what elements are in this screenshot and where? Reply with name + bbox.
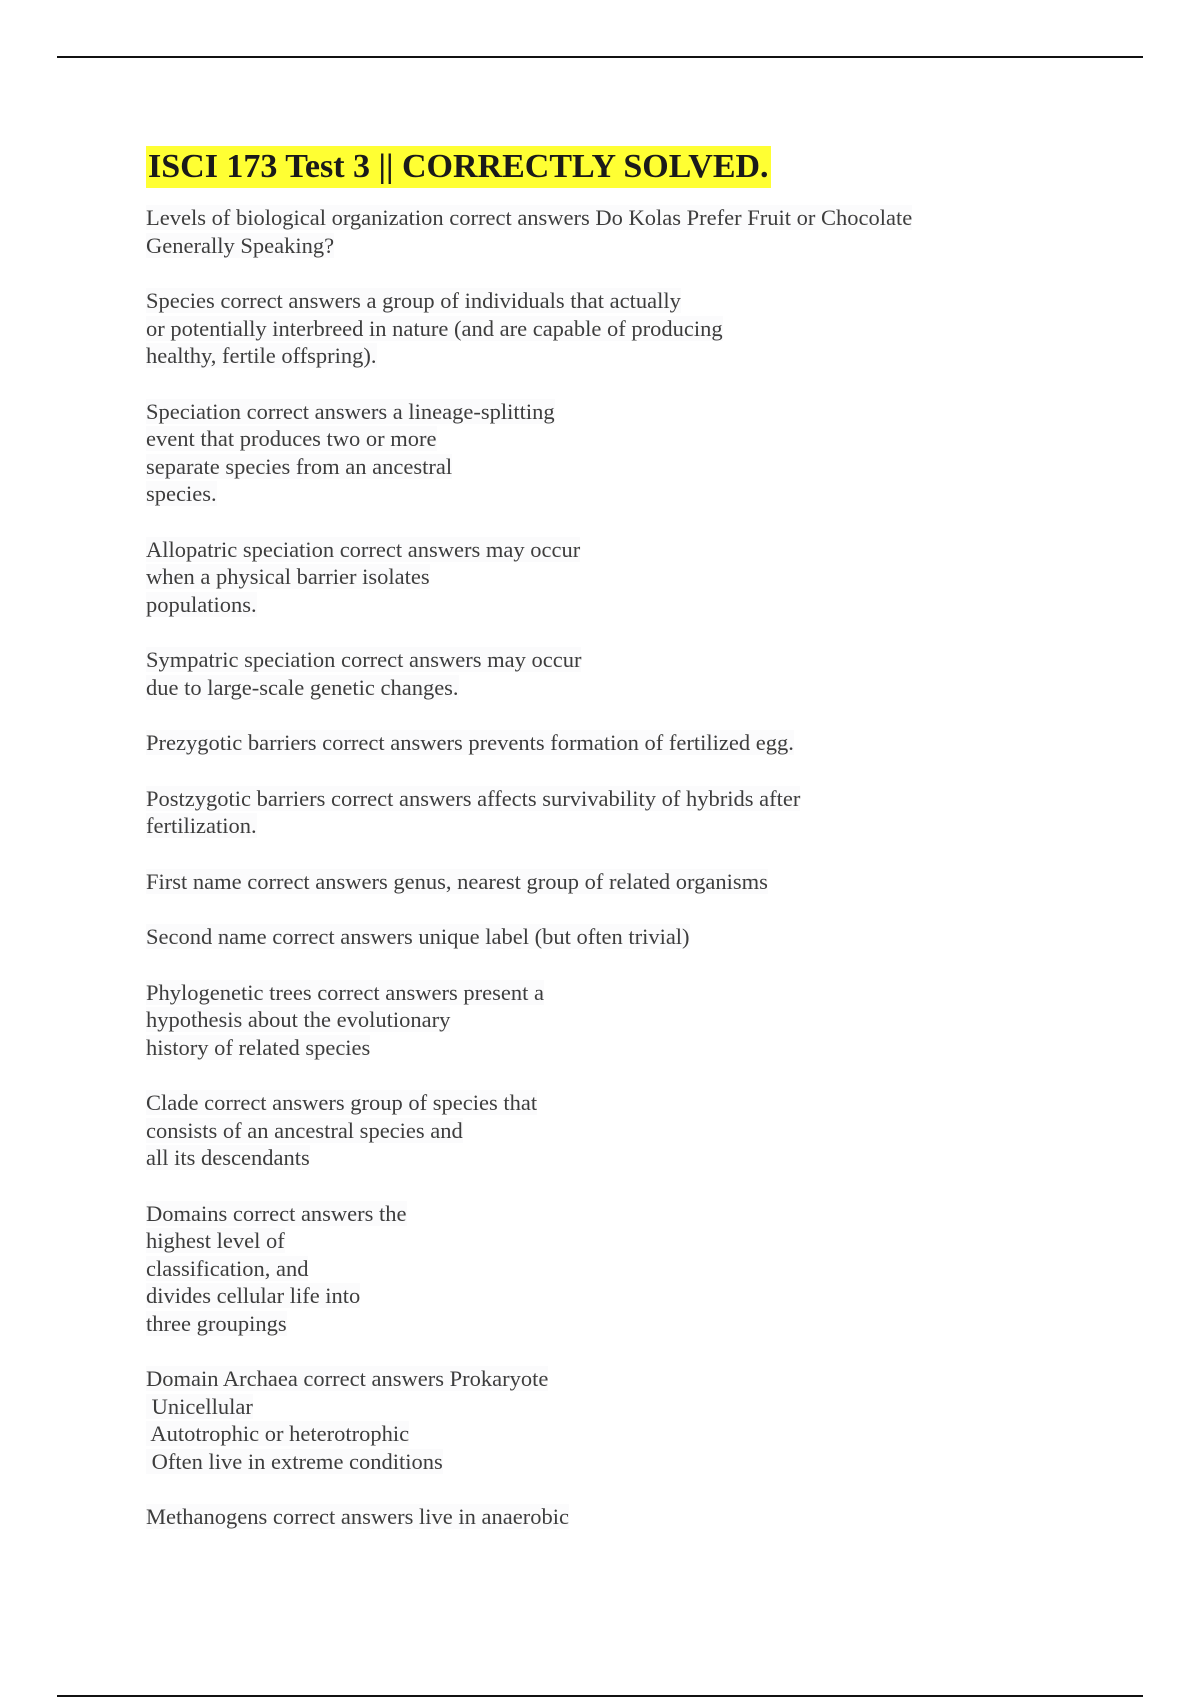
flashcard-entry bbox=[146, 1365, 1046, 1475]
entry-line-text: Autotrophic or heterotrophic bbox=[146, 1421, 410, 1446]
entry-line-text: due to large-scale genetic changes. bbox=[146, 674, 459, 700]
entry-line bbox=[146, 1227, 1046, 1255]
entry-line bbox=[146, 480, 1046, 508]
entry-line-text: Levels of biological organization correct answers Do Kolas Prefer Fruit or Chocolate bbox=[146, 205, 913, 230]
flashcard-entry bbox=[146, 868, 1046, 896]
footer-rule bbox=[57, 1695, 1143, 1697]
entry-line-text: Domains correct answers the bbox=[146, 1200, 407, 1226]
entry-line-text: First name correct answers genus, nearest group of related organisms bbox=[146, 868, 768, 894]
entry-line-text: Postzygotic barriers correct answers affects survivability of hybrids after bbox=[146, 785, 801, 811]
entry-line-text: Allopatric speciation correct answers may occur bbox=[146, 536, 581, 562]
entry-line-text: Phylogenetic trees correct answers present a bbox=[146, 979, 544, 1005]
entry-line-text: separate species from an ancestral bbox=[146, 453, 453, 479]
entry-line-text: Prezygotic barriers correct answers prevents formation of fertilized egg. bbox=[146, 730, 794, 755]
entry-line bbox=[146, 1034, 1046, 1062]
entry-line bbox=[146, 342, 1046, 370]
flashcard-entry bbox=[146, 979, 1046, 1062]
entry-line bbox=[146, 425, 1046, 453]
entry-line bbox=[146, 1503, 1046, 1531]
entry-line bbox=[146, 315, 1046, 343]
entry-line-text: when a physical barrier isolates bbox=[146, 564, 430, 589]
entry-line bbox=[146, 1310, 1046, 1338]
entry-line bbox=[146, 1089, 1046, 1117]
flashcard-entry bbox=[146, 729, 1046, 757]
entry-line-text: hypothesis about the evolutionary bbox=[146, 1007, 451, 1032]
entry-line bbox=[146, 1448, 1046, 1476]
entry-line-text: three groupings bbox=[146, 1310, 287, 1336]
entry-line bbox=[146, 1144, 1046, 1172]
entry-line-text: fertilization. bbox=[146, 813, 257, 838]
entry-line bbox=[146, 1255, 1046, 1283]
entry-line bbox=[146, 398, 1046, 426]
entry-line bbox=[146, 674, 1046, 702]
flashcard-entry bbox=[146, 204, 1046, 259]
entry-line bbox=[146, 1420, 1046, 1448]
entry-line bbox=[146, 979, 1046, 1007]
flashcard-entry bbox=[146, 646, 1046, 701]
flashcard-entry bbox=[146, 536, 1046, 619]
entry-line-text: classification, and bbox=[146, 1255, 309, 1281]
entry-line-text: Methanogens correct answers live in anaerobic bbox=[146, 1504, 569, 1529]
entry-line-text: Often live in extreme conditions bbox=[146, 1448, 443, 1474]
entry-line-text: history of related species bbox=[146, 1034, 371, 1060]
entry-line bbox=[146, 287, 1046, 315]
entry-line bbox=[146, 785, 1046, 813]
entry-line bbox=[146, 563, 1046, 591]
entry-line-text: Unicellular bbox=[146, 1393, 253, 1419]
entry-line-text: Second name correct answers unique label (but often trivial) bbox=[146, 924, 690, 949]
entry-line-text: divides cellular life into bbox=[146, 1283, 361, 1308]
entry-line bbox=[146, 1006, 1046, 1034]
entry-line-text: populations. bbox=[146, 591, 257, 617]
flashcard-entry bbox=[146, 1200, 1046, 1338]
entry-line bbox=[146, 1200, 1046, 1228]
entry-line-text: consists of an ancestral species and bbox=[146, 1117, 463, 1143]
entry-line-text: species. bbox=[146, 481, 217, 506]
entry-line-text: Species correct answers a group of individuals that actually bbox=[146, 288, 681, 313]
entry-line bbox=[146, 812, 1046, 840]
document-title: ISCI 173 Test 3 || CORRECTLY SOLVED. bbox=[146, 146, 771, 188]
entry-line-text: all its descendants bbox=[146, 1145, 310, 1170]
flashcard-entry bbox=[146, 1089, 1046, 1172]
entry-line-text: Domain Archaea correct answers Prokaryote bbox=[146, 1366, 549, 1391]
flashcard-entry bbox=[146, 1503, 1046, 1531]
entry-line-text: highest level of bbox=[146, 1228, 285, 1253]
entry-line bbox=[146, 536, 1046, 564]
entry-line-text: Generally Speaking? bbox=[146, 232, 335, 258]
entry-line bbox=[146, 729, 1046, 757]
entry-line-text: event that produces two or more bbox=[146, 426, 437, 451]
entry-line-text: Sympatric speciation correct answers may occur bbox=[146, 647, 582, 672]
entry-line bbox=[146, 868, 1046, 896]
entry-line bbox=[146, 646, 1046, 674]
entry-line bbox=[146, 453, 1046, 481]
entry-line bbox=[146, 1393, 1046, 1421]
header-rule bbox=[57, 56, 1143, 58]
flashcard-entry bbox=[146, 287, 1046, 370]
flashcard-list bbox=[146, 204, 1046, 1531]
entry-line bbox=[146, 1365, 1046, 1393]
entry-line bbox=[146, 1117, 1046, 1145]
entry-line bbox=[146, 1282, 1046, 1310]
entry-line bbox=[146, 591, 1046, 619]
entry-line-text: Speciation correct answers a lineage-splitting bbox=[146, 398, 555, 424]
entry-line bbox=[146, 204, 1046, 232]
entry-line-text: healthy, fertile offspring). bbox=[146, 343, 377, 368]
entry-line bbox=[146, 923, 1046, 951]
flashcard-entry bbox=[146, 785, 1046, 840]
flashcard-entry bbox=[146, 398, 1046, 508]
entry-line-text: Clade correct answers group of species that bbox=[146, 1090, 538, 1115]
entry-line bbox=[146, 232, 1046, 260]
entry-line-text: or potentially interbreed in nature (and are capable of producing bbox=[146, 315, 723, 341]
document-body bbox=[146, 146, 1046, 1559]
flashcard-entry bbox=[146, 923, 1046, 951]
